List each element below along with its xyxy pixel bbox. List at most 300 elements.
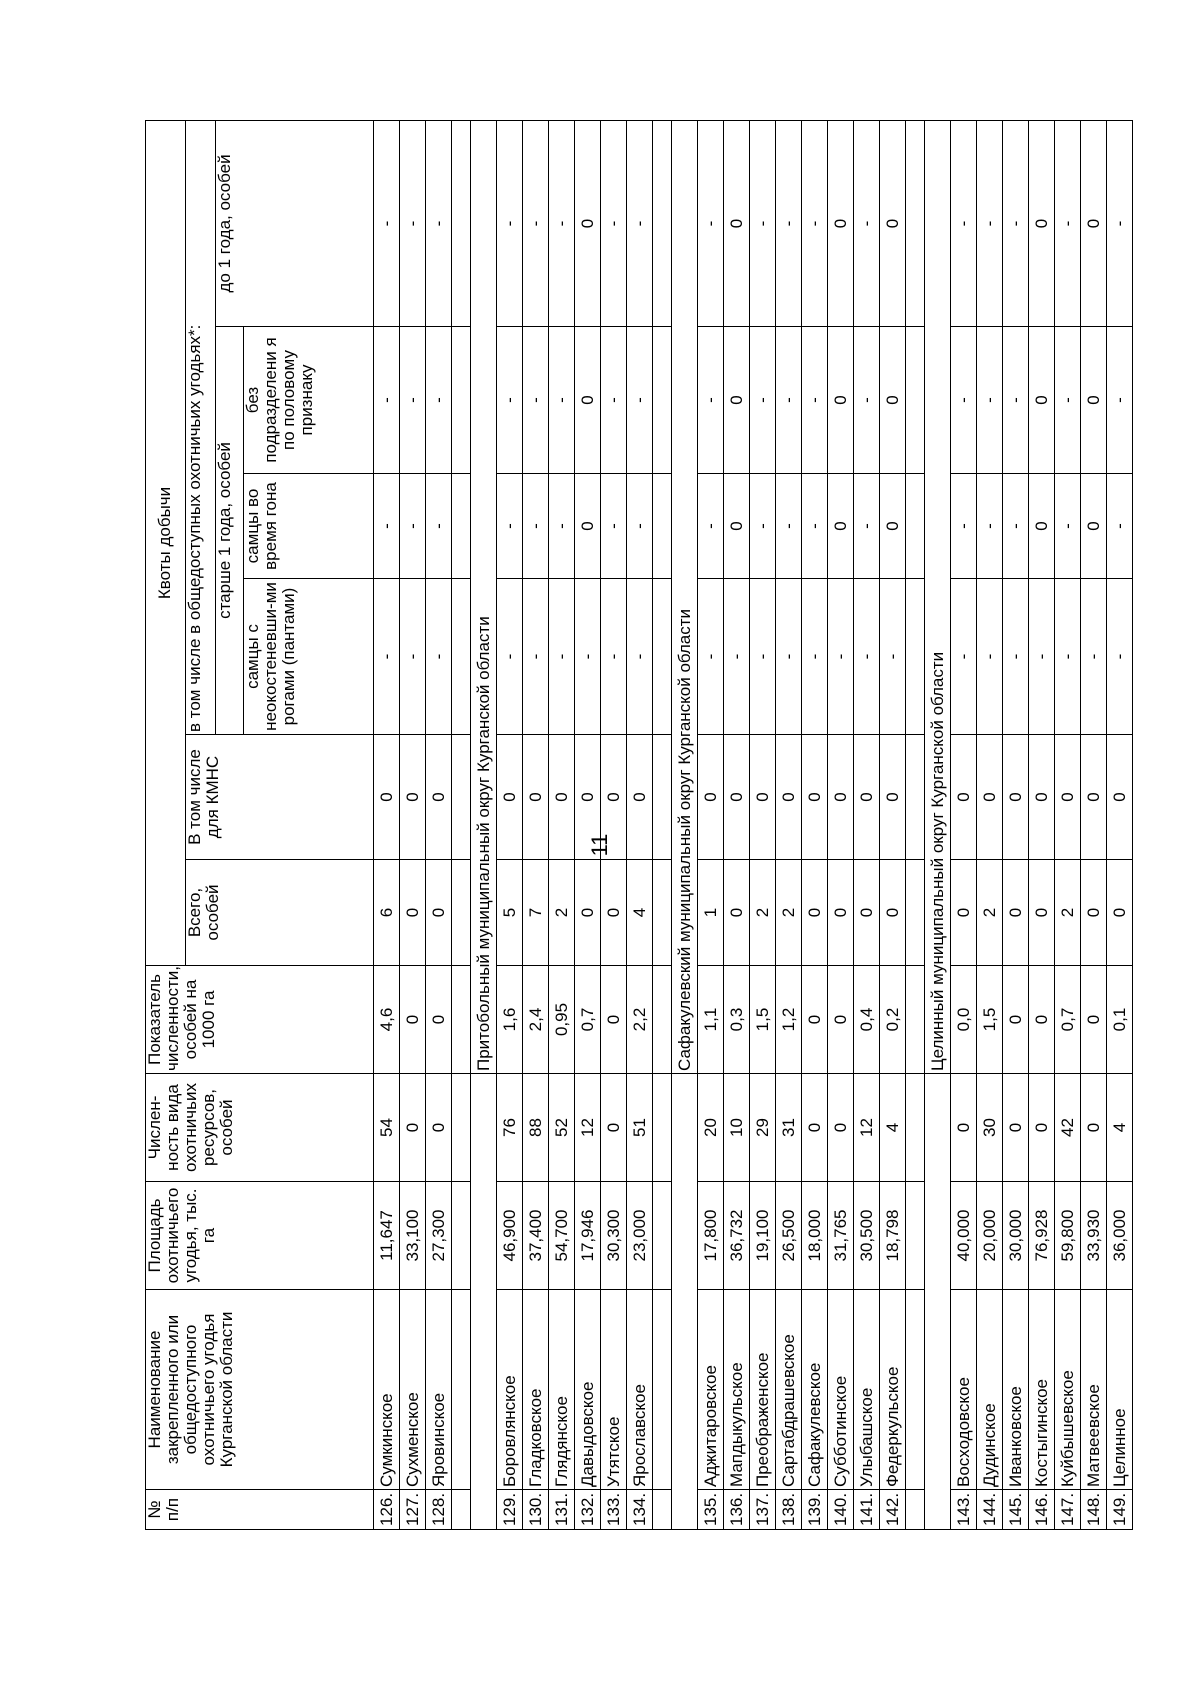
cell-density: 4,6 — [374, 966, 400, 1074]
cell-antlers: - — [575, 579, 601, 735]
cell-antlers: - — [880, 579, 906, 735]
table-row — [627, 120, 653, 1529]
cell-total: 0 — [880, 860, 906, 966]
cell-antlers: - — [951, 579, 977, 735]
cell-area: 20,000 — [977, 1182, 1003, 1290]
header-density: Показатель численности, особей на 1000 га — [146, 966, 374, 1074]
cell-count: 20 — [698, 1074, 724, 1182]
cell-kmns: 0 — [880, 735, 906, 860]
cell-density: 1,2 — [776, 966, 802, 1074]
cell-no: 149. — [1107, 1490, 1133, 1530]
cell-name: Сумкинское — [374, 1290, 400, 1490]
cell-antlers: - — [523, 579, 549, 735]
cell-count: 0 — [1081, 1074, 1107, 1182]
header-total: Всего, особей — [186, 860, 374, 966]
cell-count: 4 — [880, 1074, 906, 1182]
cell-total: 0 — [1029, 860, 1055, 966]
table-row — [1003, 120, 1029, 1529]
table-row — [802, 120, 828, 1529]
cell-name: Гладковское — [523, 1290, 549, 1490]
section-title: Притобольный муниципальный округ Курганской области — [471, 120, 497, 1073]
section-gap-row — [906, 120, 925, 1529]
cell-rut: - — [750, 474, 776, 579]
cell-nosex: - — [601, 327, 627, 474]
cell-no: 134. — [627, 1490, 653, 1530]
cell-total: 0 — [1107, 860, 1133, 966]
cell-rut: - — [549, 474, 575, 579]
cell-density: 0 — [1081, 966, 1107, 1074]
cell-area: 18,000 — [802, 1182, 828, 1290]
cell-young: - — [698, 120, 724, 326]
cell-antlers: - — [698, 579, 724, 735]
cell-antlers: - — [828, 579, 854, 735]
cell-area: 23,000 — [627, 1182, 653, 1290]
cell-young: 0 — [828, 120, 854, 326]
cell-density: 1,1 — [698, 966, 724, 1074]
cell-density: 1,6 — [497, 966, 523, 1074]
cell-rut: 0 — [828, 474, 854, 579]
cell-density: 1,5 — [750, 966, 776, 1074]
cell-nosex: - — [750, 327, 776, 474]
empty-cell — [452, 327, 471, 474]
cell-name: Аджитаровское — [698, 1290, 724, 1490]
table-row — [601, 120, 627, 1529]
cell-antlers: - — [374, 579, 400, 735]
empty-cell — [653, 474, 672, 579]
empty-cell — [653, 120, 672, 326]
cell-antlers: - — [724, 579, 750, 735]
cell-density: 0,4 — [854, 966, 880, 1074]
cell-kmns: 0 — [1081, 735, 1107, 860]
cell-area: 40,000 — [951, 1182, 977, 1290]
empty-cell — [653, 735, 672, 860]
cell-kmns: 0 — [575, 735, 601, 860]
header-public: в том числе в общедоступных охотничьих угодьях*: — [186, 120, 216, 734]
cell-area: 30,000 — [1003, 1182, 1029, 1290]
cell-no: 142. — [880, 1490, 906, 1530]
cell-density: 0 — [828, 966, 854, 1074]
empty-cell — [906, 860, 925, 966]
cell-count: 76 — [497, 1074, 523, 1182]
empty-cell — [906, 579, 925, 735]
cell-name: Боровлянское — [497, 1290, 523, 1490]
cell-total: 6 — [374, 860, 400, 966]
cell-no: 132. — [575, 1490, 601, 1530]
cell-young: - — [1107, 120, 1133, 326]
cell-no: 148. — [1081, 1490, 1107, 1530]
empty-cell — [906, 1490, 925, 1530]
cell-density: 0,3 — [724, 966, 750, 1074]
cell-count: 0 — [426, 1074, 452, 1182]
cell-count: 0 — [601, 1074, 627, 1182]
empty-cell — [452, 860, 471, 966]
table-row — [698, 120, 724, 1529]
cell-kmns: 0 — [601, 735, 627, 860]
cell-young: 0 — [1029, 120, 1055, 326]
cell-young: - — [400, 120, 426, 326]
cell-nosex: - — [627, 327, 653, 474]
cell-no: 144. — [977, 1490, 1003, 1530]
table-row — [951, 120, 977, 1529]
cell-young: - — [426, 120, 452, 326]
cell-young: 0 — [724, 120, 750, 326]
cell-antlers: - — [1055, 579, 1081, 735]
cell-antlers: - — [400, 579, 426, 735]
empty-cell — [653, 579, 672, 735]
cell-kmns: 0 — [1107, 735, 1133, 860]
cell-nosex: - — [549, 327, 575, 474]
empty-cell — [906, 474, 925, 579]
table-row — [750, 120, 776, 1529]
cell-density: 0,7 — [575, 966, 601, 1074]
cell-kmns: 0 — [776, 735, 802, 860]
cell-density: 0 — [1029, 966, 1055, 1074]
cell-density: 0,1 — [1107, 966, 1133, 1074]
cell-rut: - — [601, 474, 627, 579]
cell-young: - — [776, 120, 802, 326]
cell-nosex: - — [1003, 327, 1029, 474]
cell-count: 51 — [627, 1074, 653, 1182]
cell-nosex: - — [497, 327, 523, 474]
cell-name: Иванковское — [1003, 1290, 1029, 1490]
cell-total: 0 — [601, 860, 627, 966]
cell-nosex: 0 — [1081, 327, 1107, 474]
cell-young: 0 — [575, 120, 601, 326]
cell-count: 30 — [977, 1074, 1003, 1182]
cell-nosex: 0 — [880, 327, 906, 474]
cell-count: 31 — [776, 1074, 802, 1182]
cell-count: 0 — [828, 1074, 854, 1182]
cell-density: 0,7 — [1055, 966, 1081, 1074]
table-row — [575, 120, 601, 1529]
cell-name: Яровинское — [426, 1290, 452, 1490]
cell-kmns: 0 — [977, 735, 1003, 860]
section-title: Сафакулевский муниципальный округ Курганской области — [672, 120, 698, 1073]
section-gap-row — [452, 120, 471, 1529]
cell-total: 1 — [698, 860, 724, 966]
cell-no: 137. — [750, 1490, 776, 1530]
cell-young: - — [497, 120, 523, 326]
cell-density: 2,4 — [523, 966, 549, 1074]
cell-rut: 0 — [724, 474, 750, 579]
cell-young: - — [951, 120, 977, 326]
cell-rut: - — [776, 474, 802, 579]
cell-kmns: 0 — [724, 735, 750, 860]
cell-area: 30,500 — [854, 1182, 880, 1290]
cell-name: Сартабдрашевское — [776, 1290, 802, 1490]
cell-rut: 0 — [1081, 474, 1107, 579]
table-row — [523, 120, 549, 1529]
cell-antlers: - — [426, 579, 452, 735]
cell-no: 136. — [724, 1490, 750, 1530]
cell-count: 52 — [549, 1074, 575, 1182]
table-row — [549, 120, 575, 1529]
cell-total: 2 — [1055, 860, 1081, 966]
cell-area: 54,700 — [549, 1182, 575, 1290]
cell-count: 42 — [1055, 1074, 1081, 1182]
empty-cell — [452, 735, 471, 860]
cell-kmns: 0 — [750, 735, 776, 860]
cell-total: 4 — [627, 860, 653, 966]
cell-area: 33,100 — [400, 1182, 426, 1290]
cell-kmns: 0 — [627, 735, 653, 860]
cell-rut: 0 — [880, 474, 906, 579]
empty-cell — [653, 1490, 672, 1530]
table-row — [374, 120, 400, 1529]
header-young: до 1 года, особей — [216, 120, 374, 326]
cell-nosex: 0 — [1029, 327, 1055, 474]
cell-young: - — [523, 120, 549, 326]
cell-total: 0 — [1003, 860, 1029, 966]
cell-area: 17,946 — [575, 1182, 601, 1290]
cell-density: 2,2 — [627, 966, 653, 1074]
cell-total: 2 — [750, 860, 776, 966]
cell-name: Костыгинское — [1029, 1290, 1055, 1490]
section-row — [672, 120, 698, 1529]
cell-no: 130. — [523, 1490, 549, 1530]
cell-kmns: 0 — [1003, 735, 1029, 860]
cell-area: 59,800 — [1055, 1182, 1081, 1290]
section-gap-row — [653, 120, 672, 1529]
empty-cell — [653, 327, 672, 474]
cell-nosex: - — [1107, 327, 1133, 474]
cell-young: 0 — [1081, 120, 1107, 326]
cell-density: 0 — [426, 966, 452, 1074]
cell-antlers: - — [1107, 579, 1133, 735]
cell-count: 0 — [1029, 1074, 1055, 1182]
empty-cell — [653, 966, 672, 1074]
cell-area: 27,300 — [426, 1182, 452, 1290]
page-number: 11 — [587, 833, 612, 857]
cell-kmns: 0 — [426, 735, 452, 860]
cell-no: 147. — [1055, 1490, 1081, 1530]
cell-total: 0 — [828, 860, 854, 966]
cell-no: 140. — [828, 1490, 854, 1530]
cell-name: Матвеевское — [1081, 1290, 1107, 1490]
table-row — [1055, 120, 1081, 1529]
cell-young: - — [374, 120, 400, 326]
cell-total: 5 — [497, 860, 523, 966]
cell-young: - — [750, 120, 776, 326]
cell-total: 2 — [776, 860, 802, 966]
cell-nosex: 0 — [828, 327, 854, 474]
cell-rut: - — [1107, 474, 1133, 579]
cell-count: 0 — [1003, 1074, 1029, 1182]
cell-rut: - — [400, 474, 426, 579]
table-row — [828, 120, 854, 1529]
cell-young: - — [627, 120, 653, 326]
cell-total: 0 — [426, 860, 452, 966]
cell-antlers: - — [776, 579, 802, 735]
table-row — [977, 120, 1003, 1529]
cell-rut: - — [977, 474, 1003, 579]
section-blank — [471, 1074, 497, 1530]
cell-antlers: - — [627, 579, 653, 735]
cell-young: - — [977, 120, 1003, 326]
cell-area: 76,928 — [1029, 1182, 1055, 1290]
empty-cell — [452, 474, 471, 579]
empty-cell — [906, 1182, 925, 1290]
cell-nosex: - — [977, 327, 1003, 474]
cell-antlers: - — [750, 579, 776, 735]
cell-kmns: 0 — [698, 735, 724, 860]
table-row — [1081, 120, 1107, 1529]
cell-antlers: - — [977, 579, 1003, 735]
empty-cell — [452, 1490, 471, 1530]
cell-density: 0,0 — [951, 966, 977, 1074]
empty-cell — [452, 1074, 471, 1182]
cell-name: Восходовское — [951, 1290, 977, 1490]
cell-kmns: 0 — [497, 735, 523, 860]
cell-antlers: - — [1003, 579, 1029, 735]
cell-rut: - — [854, 474, 880, 579]
cell-density: 0 — [1003, 966, 1029, 1074]
cell-rut: - — [497, 474, 523, 579]
table-row — [1029, 120, 1055, 1529]
header-count: Числен-ность вида охотничьих ресурсов, особей — [146, 1074, 374, 1182]
cell-no: 129. — [497, 1490, 523, 1530]
empty-cell — [906, 1074, 925, 1182]
header-area: Площадь охотничьего угодья, тыс. га — [146, 1182, 374, 1290]
cell-rut: - — [1055, 474, 1081, 579]
cell-area: 33,930 — [1081, 1182, 1107, 1290]
empty-cell — [906, 966, 925, 1074]
cell-total: 0 — [724, 860, 750, 966]
cell-density: 0 — [802, 966, 828, 1074]
cell-young: - — [1055, 120, 1081, 326]
empty-cell — [653, 1182, 672, 1290]
rotated-table-container — [145, 121, 1129, 1530]
empty-cell — [452, 1182, 471, 1290]
cell-density: 0,2 — [880, 966, 906, 1074]
cell-name: Сухменское — [400, 1290, 426, 1490]
cell-nosex: - — [802, 327, 828, 474]
header-num: № п/п — [146, 1490, 374, 1530]
cell-antlers: - — [802, 579, 828, 735]
table-row — [400, 120, 426, 1529]
empty-cell — [906, 735, 925, 860]
empty-cell — [906, 327, 925, 474]
cell-nosex: - — [951, 327, 977, 474]
cell-nosex: - — [854, 327, 880, 474]
cell-kmns: 0 — [854, 735, 880, 860]
empty-cell — [452, 579, 471, 735]
empty-cell — [452, 120, 471, 326]
cell-nosex: - — [426, 327, 452, 474]
cell-antlers: - — [497, 579, 523, 735]
cell-name: Субботинское — [828, 1290, 854, 1490]
header-rut: самцы во время гона — [244, 474, 374, 579]
cell-name: Федеркульское — [880, 1290, 906, 1490]
cell-total: 0 — [575, 860, 601, 966]
cell-no: 138. — [776, 1490, 802, 1530]
cell-rut: - — [698, 474, 724, 579]
table-body — [374, 120, 1133, 1529]
cell-antlers: - — [854, 579, 880, 735]
cell-no: 127. — [400, 1490, 426, 1530]
cell-count: 12 — [575, 1074, 601, 1182]
cell-density: 0 — [400, 966, 426, 1074]
cell-total: 0 — [400, 860, 426, 966]
cell-young: - — [1003, 120, 1029, 326]
cell-nosex: - — [400, 327, 426, 474]
cell-total: 0 — [1081, 860, 1107, 966]
cell-rut: - — [426, 474, 452, 579]
section-row — [925, 120, 951, 1529]
cell-count: 4 — [1107, 1074, 1133, 1182]
cell-antlers: - — [1081, 579, 1107, 735]
empty-cell — [452, 966, 471, 1074]
cell-area: 19,100 — [750, 1182, 776, 1290]
table-row — [854, 120, 880, 1529]
cell-area: 11,647 — [374, 1182, 400, 1290]
table-row — [724, 120, 750, 1529]
cell-rut: - — [374, 474, 400, 579]
section-blank — [925, 1074, 951, 1530]
cell-nosex: - — [374, 327, 400, 474]
cell-name: Преображенское — [750, 1290, 776, 1490]
cell-count: 12 — [854, 1074, 880, 1182]
cell-nosex: - — [523, 327, 549, 474]
cell-total: 0 — [854, 860, 880, 966]
table-row — [426, 120, 452, 1529]
cell-antlers: - — [1029, 579, 1055, 735]
cell-name: Мапдыкульское — [724, 1290, 750, 1490]
header-name: Наименование закрепленного или общедоступного охотничьего угодья Курганской области — [146, 1290, 374, 1490]
cell-no: 131. — [549, 1490, 575, 1530]
quota-table — [145, 120, 1133, 1530]
cell-nosex: 0 — [724, 327, 750, 474]
cell-area: 46,900 — [497, 1182, 523, 1290]
cell-count: 10 — [724, 1074, 750, 1182]
cell-no: 128. — [426, 1490, 452, 1530]
cell-total: 2 — [549, 860, 575, 966]
cell-total: 0 — [802, 860, 828, 966]
section-title: Целинный муниципальный округ Курганской области — [925, 120, 951, 1073]
header-quotas: Квоты добычи — [146, 120, 186, 965]
cell-name: Ярославское — [627, 1290, 653, 1490]
cell-total: 2 — [977, 860, 1003, 966]
section-blank — [672, 1074, 698, 1530]
cell-area: 31,765 — [828, 1182, 854, 1290]
cell-count: 0 — [802, 1074, 828, 1182]
cell-area: 26,500 — [776, 1182, 802, 1290]
cell-young: - — [601, 120, 627, 326]
cell-kmns: 0 — [374, 735, 400, 860]
cell-density: 1,5 — [977, 966, 1003, 1074]
cell-rut: - — [951, 474, 977, 579]
cell-total: 0 — [951, 860, 977, 966]
cell-name: Улыбашское — [854, 1290, 880, 1490]
cell-antlers: - — [549, 579, 575, 735]
cell-area: 37,400 — [523, 1182, 549, 1290]
cell-rut: 0 — [575, 474, 601, 579]
cell-kmns: 0 — [400, 735, 426, 860]
cell-rut: 0 — [1029, 474, 1055, 579]
cell-nosex: - — [776, 327, 802, 474]
empty-cell — [452, 1290, 471, 1490]
cell-name: Утятское — [601, 1290, 627, 1490]
cell-kmns: 0 — [549, 735, 575, 860]
cell-rut: - — [523, 474, 549, 579]
cell-nosex: - — [1055, 327, 1081, 474]
cell-density: 0,95 — [549, 966, 575, 1074]
table-row — [1107, 120, 1133, 1529]
cell-rut: - — [627, 474, 653, 579]
header-kmns: В том числе для КМНС — [186, 735, 374, 860]
table-header — [146, 120, 374, 1529]
cell-no: 126. — [374, 1490, 400, 1530]
